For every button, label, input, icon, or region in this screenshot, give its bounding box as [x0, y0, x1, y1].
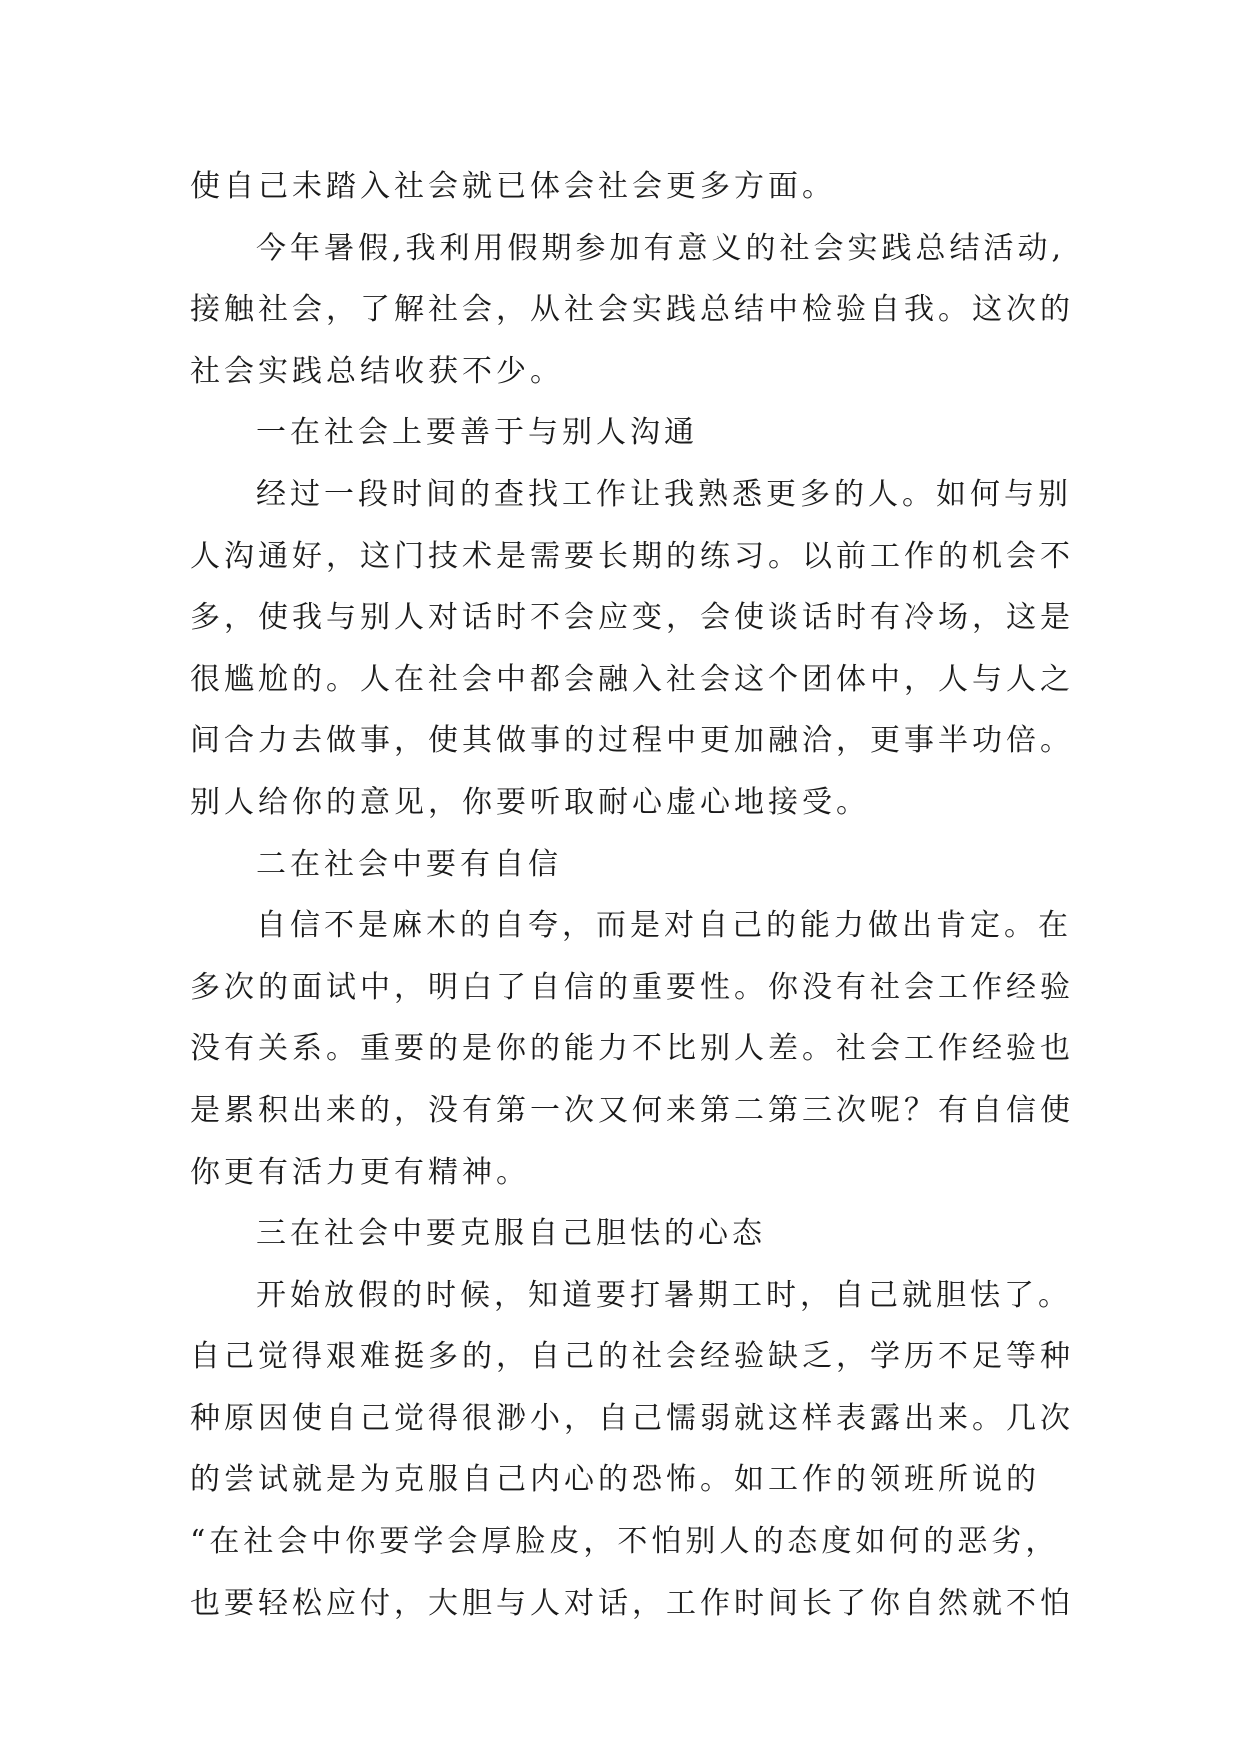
section-heading: 三在社会中要克服自己胆怯的心态 [256, 1216, 766, 1252]
text-line: 种原因使自己觉得很渺小，自己懦弱就这样表露出来。几次 [190, 1400, 1074, 1436]
text-line: 多，使我与别人对话时不会应变，会使谈话时有冷场，这是 [190, 600, 1074, 636]
text-line: 你更有活力更有精神。 [190, 1154, 530, 1190]
text-line: 是累积出来的，没有第一次又何来第二第三次呢？有自信使 [190, 1092, 1074, 1128]
text-line: 自己觉得艰难挺多的，自己的社会经验缺乏，学历不足等种 [190, 1339, 1074, 1375]
text-line: 接触社会，了解社会，从社会实践总结中检验自我。这次的 [190, 292, 1074, 328]
text-line: 社会实践总结收获不少。 [190, 353, 564, 389]
text-line: 别人给你的意见，你要听取耐心虚心地接受。 [190, 784, 870, 820]
text-line: 的尝试就是为克服自己内心的恐怖。如工作的领班所说的 [190, 1462, 1040, 1498]
text-line: 今年暑假,我利用假期参加有意义的社会实践总结活动, [256, 230, 1066, 266]
text-line: 也要轻松应付，大胆与人对话，工作时间长了你自然就不怕 [190, 1585, 1074, 1621]
text-line: 多次的面试中，明白了自信的重要性。你没有社会工作经验 [190, 969, 1074, 1005]
text-line: 自信不是麻木的自夸，而是对自己的能力做出肯定。在 [256, 908, 1072, 944]
text-line: 经过一段时间的查找工作让我熟悉更多的人。如何与别 [256, 476, 1072, 512]
text-line: “在社会中你要学会厚脸皮，不怕别人的态度如何的恶劣， [190, 1524, 1060, 1560]
section-heading: 一在社会上要善于与别人沟通 [256, 415, 698, 451]
text-line: 间合力去做事，使其做事的过程中更加融洽，更事半功倍。 [190, 723, 1074, 759]
section-heading: 二在社会中要有自信 [256, 846, 562, 882]
text-line: 开始放假的时候，知道要打暑期工时，自己就胆怯了。 [256, 1277, 1072, 1313]
text-line: 很尴尬的。人在社会中都会融入社会这个团体中，人与人之 [190, 661, 1074, 697]
text-line: 使自己未踏入社会就已体会社会更多方面。 [190, 169, 836, 204]
text-line: 没有关系。重要的是你的能力不比别人差。社会工作经验也 [190, 1031, 1074, 1067]
text-line: 人沟通好，这门技术是需要长期的练习。以前工作的机会不 [190, 538, 1074, 574]
body-text [190, 156, 1074, 1634]
